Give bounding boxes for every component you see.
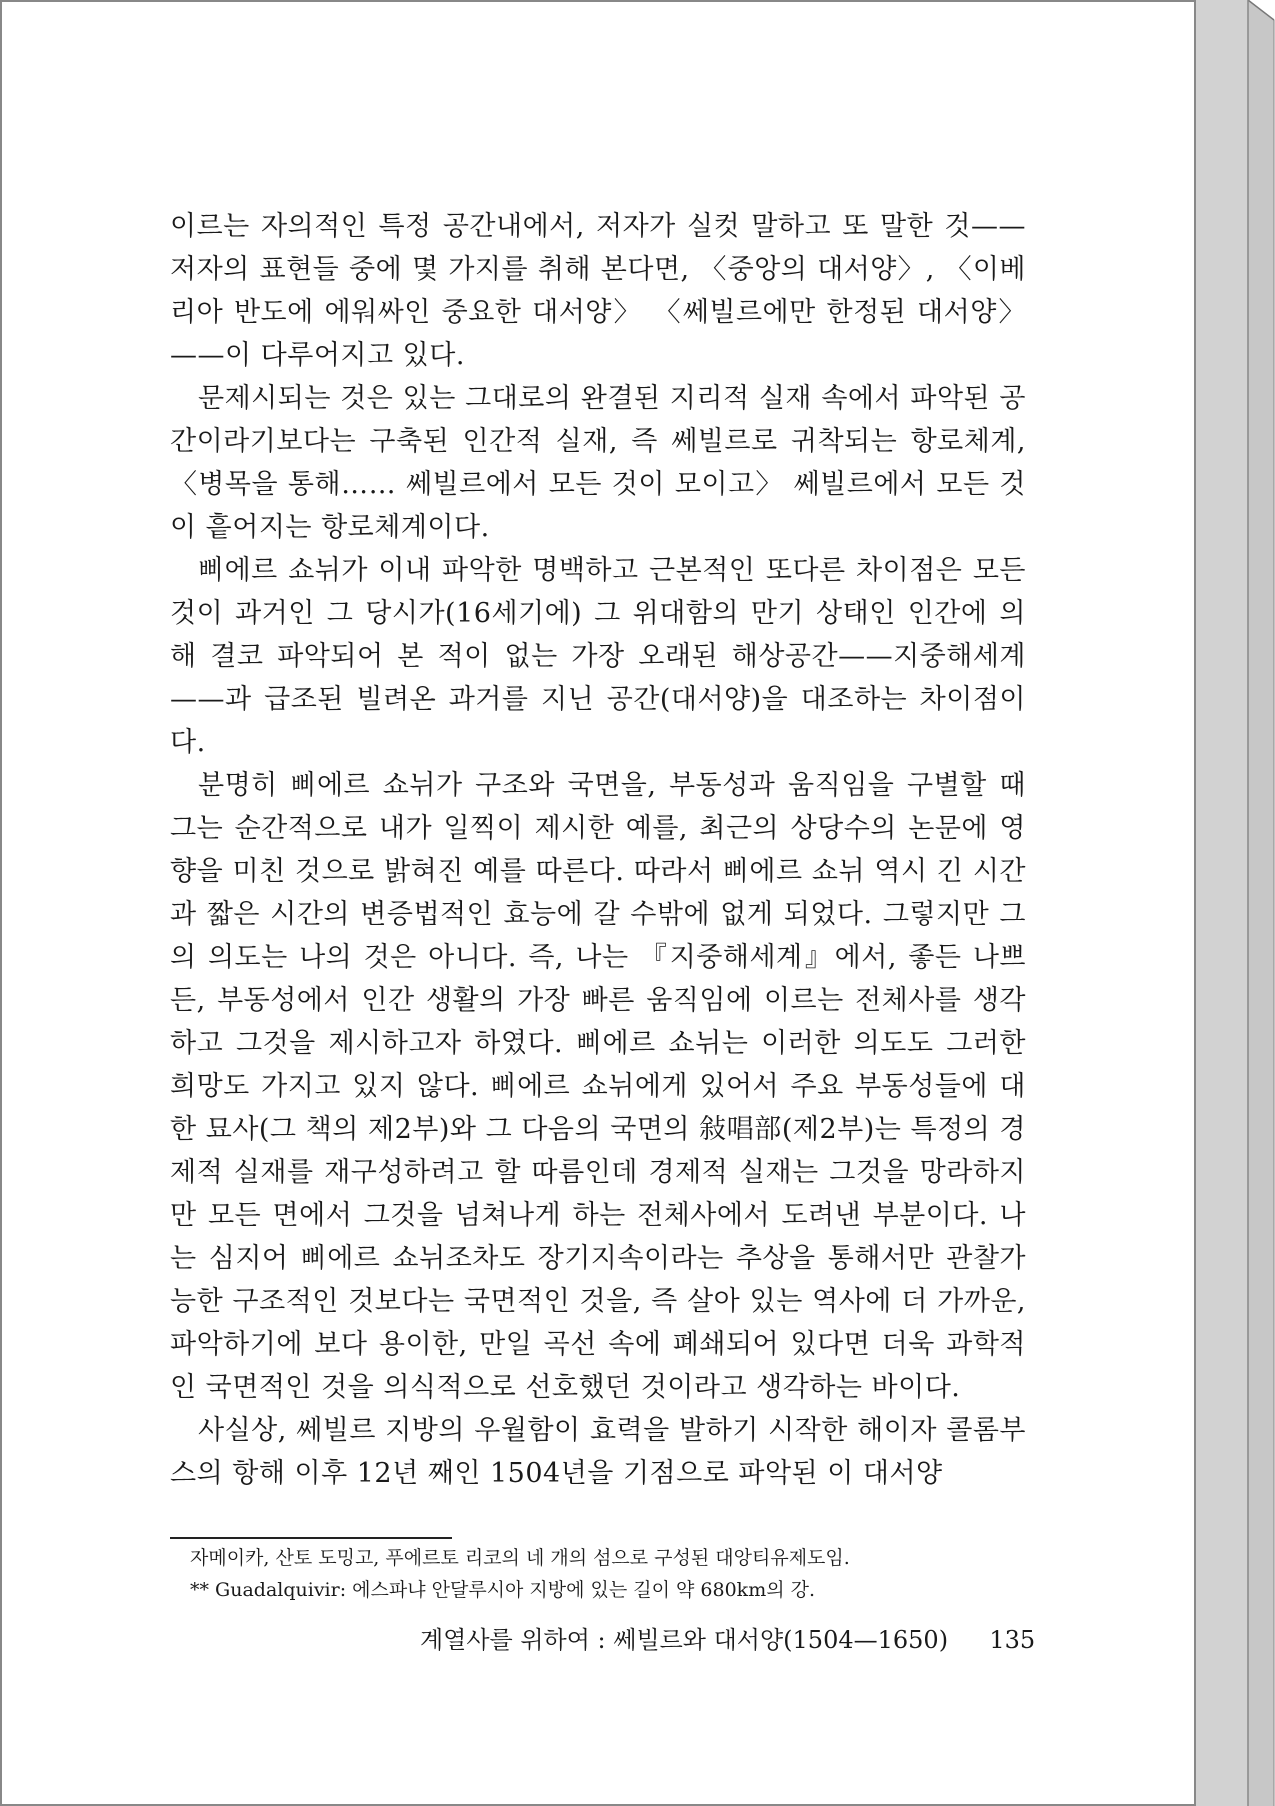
running-footer (420, 1620, 1036, 1655)
paragraph-4: 분명히 삐에르 쇼뉘가 구조와 국면을, 부동성과 움직임을 구별할 때 그는 순간적으로 내가 일찍이 제시한 예를, 최근의 상당수의 논문에 영향을 미친 것으로 밝혀진 예를 따른다. 따라서 삐에르 쇼뉘 역시 긴 시간과 짧은 시간의 변증법적인 효능에 갈 수밖에 없게 되었다. 그렇지만 그의 의도는 나의 것은 아니다. 즉, 나는 『지중해세계』에서, 좋든 나쁘든, 부동성에서 인간 생활의 가장 빠른 움직임에 이르는 전체사를 생각하고 그것을 제시하고자 하였다. 삐에르 쇼뉘는 이러한 의도도 그러한 희망도 가지고 있지 않다. 삐에르 쇼뉘에게 있어서 주요 부동성들에 대한 묘사(그 책의 제2부)와 그 다음의 국면의 敍唱部(제2부)는 특정의 경제적 실재를 재구성하려고 할 따름인데 경제적 실재는 그것을 망라하지만 모든 면에서 그것을 넘쳐나게 하는 전체사에서 도려낸 부분이다. 나는 심지어 삐에르 쇼뉘조차도 장기지속이라는 추상을 통해서만 관찰가능한 구조적인 것보다는 국면적인 것을, 즉 살아 있는 역사에 더 가까운, 파악하기에 보다 용이한, 만일 곡선 속에 폐쇄되어 있다면 더욱 과학적인 국면적인 것을 의식적으로 선호했던 것이라고 생각하는 바이다. (170, 770, 1026, 1403)
running-title: 계열사를 위하여 : 쎄빌르와 대서양(1504—1650) (420, 1626, 949, 1654)
page-number: 135 (989, 1626, 1036, 1654)
paragraph-5: 사실상, 쎄빌르 지방의 우월함이 효력을 발하기 시작한 해이자 콜롬부스의 항해 이후 12년 째인 1504년을 기점으로 파악된 이 대서양 (170, 1415, 1026, 1489)
paragraph-2: 문제시되는 것은 있는 그대로의 완결된 지리적 실재 속에서 파악된 공간이라기보다는 구축된 인간적 실재, 즉 쎄빌르로 귀착되는 항로체계, 〈병목을 통해…… 쎄빌르에서 모든 것이 모이고〉 쎄빌르에서 모든 것이 흩어지는 항로체계이다. (170, 383, 1026, 543)
footnotes (190, 1542, 1030, 1606)
footnote-1: 자메이카, 산토 도밍고, 푸에르토 리코의 네 개의 섬으로 구성된 대앙티유제도임. (190, 1547, 850, 1569)
footnote-2: ** Guadalquivir: 에스파냐 안달루시아 지방에 있는 길이 약 680km의 강. (190, 1579, 815, 1601)
body-text (170, 205, 1026, 1495)
book-edge (1196, 0, 1275, 1806)
footnote-divider (170, 1537, 452, 1539)
paragraph-1: 이르는 자의적인 특정 공간내에서, 저자가 실컷 말하고 또 말한 것——저자의 표현들 중에 몇 가지를 취해 본다면, 〈중앙의 대서양〉, 〈이베리아 반도에 에워싸인 중요한 대서양〉 〈쎄빌르에만 한정된 대서양〉——이 다루어지고 있다. (170, 211, 1026, 371)
paragraph-3: 삐에르 쇼뉘가 이내 파악한 명백하고 근본적인 또다른 차이점은 모든 것이 과거인 그 당시가(16세기에) 그 위대함의 만기 상태인 인간에 의해 결코 파악되어 본 적이 없는 가장 오래된 해상공간——지중해세계——과 급조된 빌려온 과거를 지닌 공간(대서양)을 대조하는 차이점이다. (170, 555, 1026, 758)
